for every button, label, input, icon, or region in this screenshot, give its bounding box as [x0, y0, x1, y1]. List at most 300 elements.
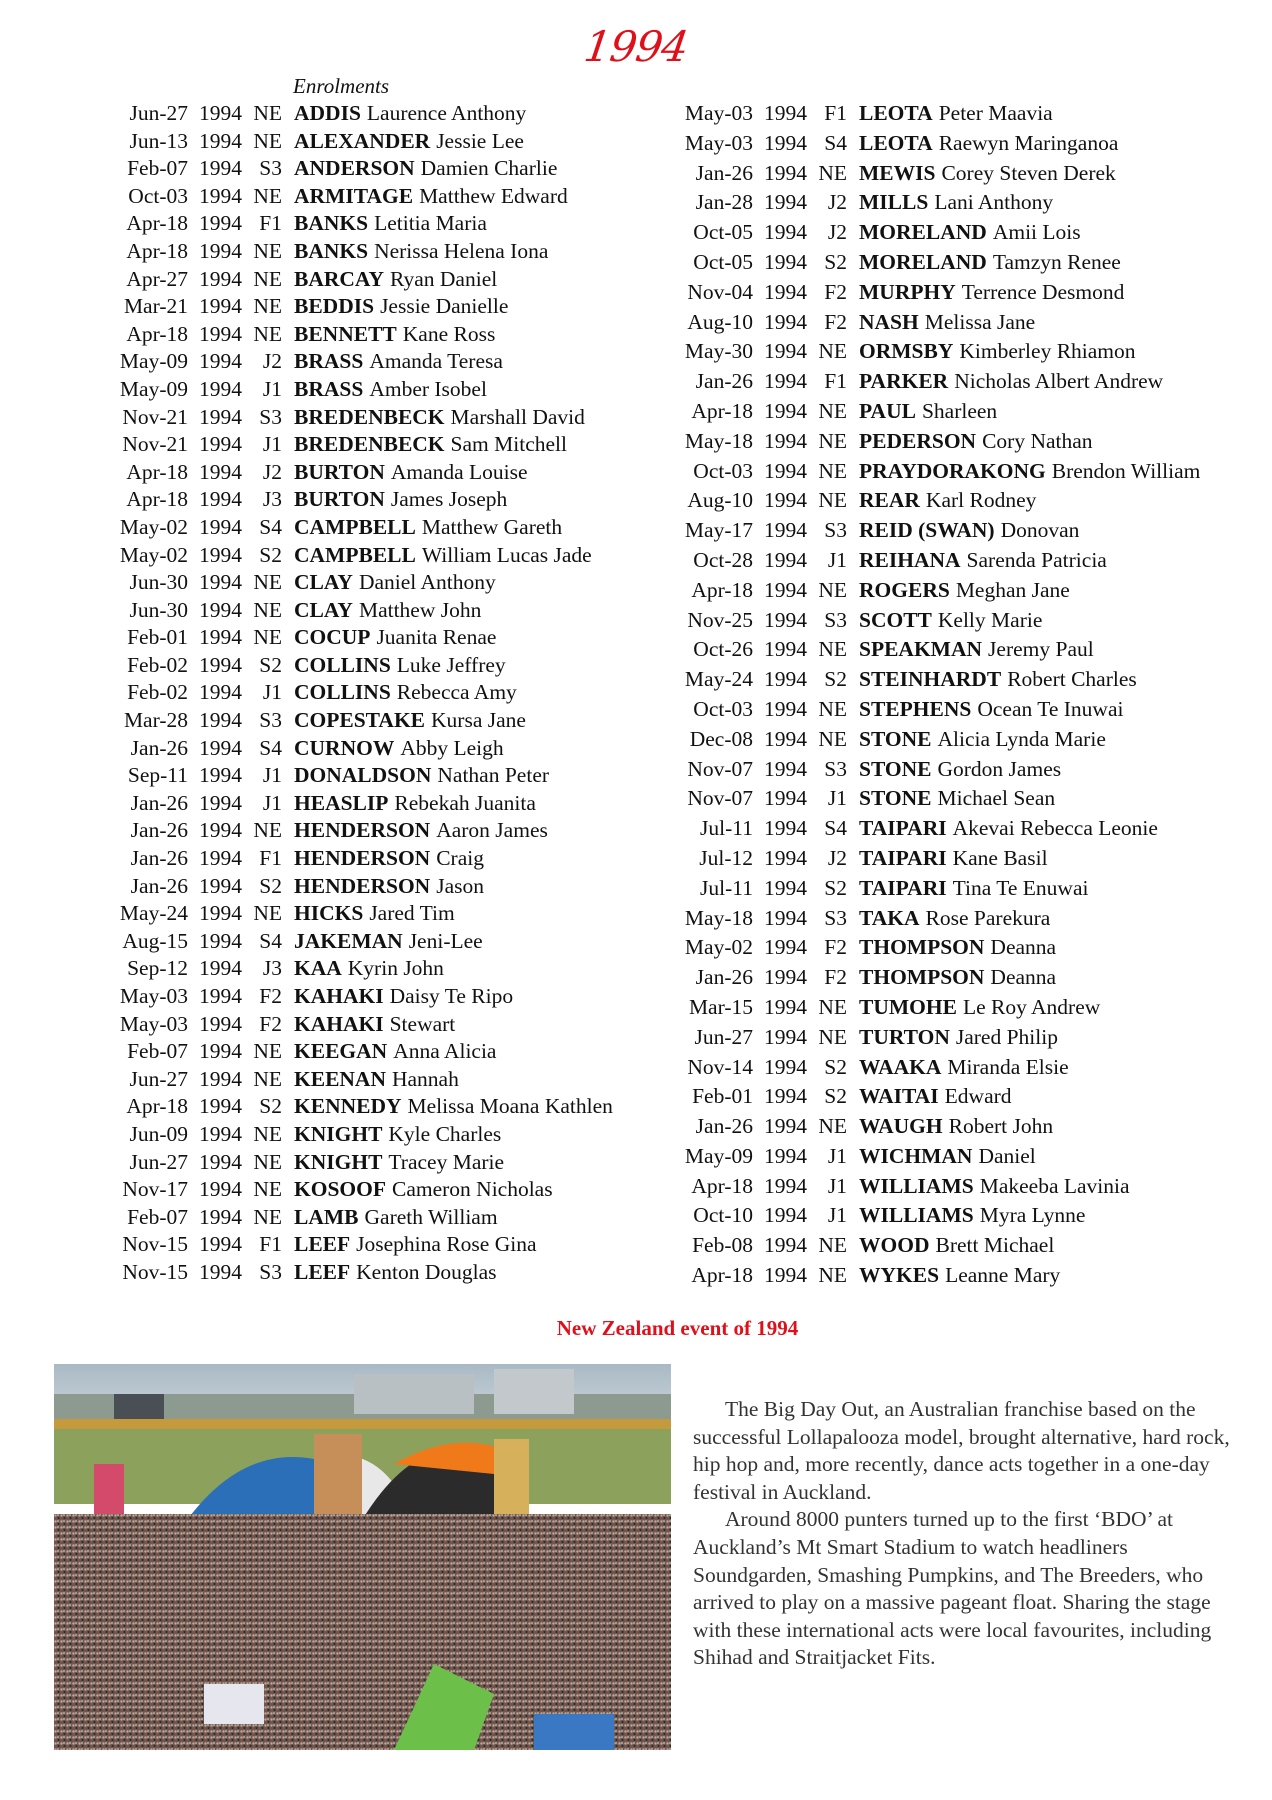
- enrolment-surname: HENDERSON: [294, 873, 431, 898]
- enrolment-given-names: Gareth William: [364, 1204, 498, 1229]
- enrolment-date: Apr-18: [691, 577, 753, 602]
- enrolment-row: [665, 1261, 1200, 1291]
- enrolment-date: Oct-03: [693, 696, 753, 721]
- enrolment-surname: LEEF: [294, 1259, 351, 1284]
- enrolment-row: [665, 844, 1200, 874]
- enrolment-given-names: Karl Rodney: [925, 488, 1037, 513]
- enrolment-surname: KEEGAN: [294, 1039, 388, 1064]
- enrolment-given-names: Jessie Danielle: [380, 294, 509, 319]
- enrolments-right-column: [665, 99, 1200, 1291]
- enrolment-date: Mar-28: [123, 708, 188, 733]
- enrolment-row: [100, 735, 613, 763]
- enrolment-class: NE: [253, 1066, 282, 1091]
- enrolment-class: F1: [259, 846, 282, 871]
- enrolment-year: 1994: [199, 1066, 242, 1091]
- enrolment-given-names: Amii Lois: [992, 220, 1081, 245]
- enrolment-date: Jan-28: [695, 190, 753, 215]
- enrolment-row: [100, 928, 613, 956]
- enrolment-date: May-09: [119, 349, 188, 374]
- enrolment-date: Feb-02: [127, 652, 188, 677]
- enrolment-date: Apr-18: [691, 398, 753, 423]
- enrolment-surname: TAIPARI: [859, 875, 947, 900]
- enrolment-given-names: Stewart: [389, 1011, 456, 1036]
- enrolment-given-names: Kimberley Rhiamon: [959, 339, 1136, 364]
- enrolment-date: Apr-18: [126, 487, 188, 512]
- enrolment-given-names: Rose Parekura: [925, 905, 1051, 930]
- enrolment-row: [100, 459, 613, 487]
- enrolment-surname: SCOTT: [859, 607, 932, 632]
- enrolment-row: [665, 1172, 1200, 1202]
- enrolment-date: May-02: [684, 935, 753, 960]
- enrolment-class: NE: [253, 1149, 282, 1174]
- enrolment-date: Sep-12: [127, 956, 188, 981]
- enrolment-year: 1994: [199, 542, 242, 567]
- enrolment-surname: HENDERSON: [294, 818, 431, 843]
- enrolment-year: 1994: [764, 845, 807, 870]
- enrolment-class: J2: [827, 190, 847, 215]
- enrolment-class: S2: [824, 875, 847, 900]
- enrolment-row: [665, 606, 1200, 636]
- enrolment-class: J2: [262, 459, 282, 484]
- enrolment-class: NE: [818, 339, 847, 364]
- enrolment-date: Mar-21: [123, 294, 188, 319]
- enrolment-date: Apr-18: [126, 321, 188, 346]
- enrolment-class: NE: [818, 428, 847, 453]
- enrolment-given-names: Amber Isobel: [369, 376, 487, 401]
- enrolment-given-names: William Lucas Jade: [421, 542, 592, 567]
- enrolment-given-names: Craig: [436, 846, 484, 871]
- enrolment-class: NE: [253, 266, 282, 291]
- enrolment-row: [100, 155, 613, 183]
- enrolment-surname: KNIGHT: [294, 1121, 383, 1146]
- enrolment-surname: PAUL: [859, 398, 916, 423]
- enrolment-date: May-18: [684, 905, 753, 930]
- enrolment-row: [100, 266, 613, 294]
- enrolment-given-names: Jessie Lee: [436, 128, 524, 153]
- enrolment-row: [100, 900, 613, 928]
- enrolment-given-names: Donovan: [1000, 518, 1080, 543]
- enrolment-date: Apr-18: [126, 1094, 188, 1119]
- enrolment-row: [100, 348, 613, 376]
- enrolment-class: NE: [253, 1204, 282, 1229]
- enrolment-year: 1994: [764, 786, 807, 811]
- enrolment-class: J1: [827, 786, 847, 811]
- enrolment-date: Oct-05: [693, 249, 753, 274]
- enrolment-year: 1994: [764, 190, 807, 215]
- enrolment-class: NE: [253, 128, 282, 153]
- enrolment-year: 1994: [199, 1149, 242, 1174]
- enrolment-year: 1994: [764, 279, 807, 304]
- enrolment-given-names: Abby Leigh: [400, 735, 504, 760]
- enrolment-surname: WICHMAN: [859, 1143, 973, 1168]
- enrolment-row: [100, 652, 613, 680]
- enrolment-class: F2: [824, 935, 847, 960]
- enrolment-row: [100, 1259, 613, 1287]
- enrolment-given-names: Kenton Douglas: [356, 1259, 497, 1284]
- event-paragraph: Around 8000 punters turned up to the first ‘BDO’ at Auckland’s Mt Smart Stadium to watch headliners Soundgarden, Smashing Pumpkins, and The Breeders, who arrived to play on a massive pageant float. Sharing the stage with these international acts were local favourites, including Shihad and Straitjacket Fits.: [693, 1507, 1212, 1670]
- enrolment-row: [665, 695, 1200, 725]
- enrolment-date: Nov-17: [122, 1177, 188, 1202]
- enrolment-surname: JAKEMAN: [294, 928, 403, 953]
- enrolment-date: Jan-26: [695, 1114, 753, 1139]
- enrolment-class: J1: [827, 1143, 847, 1168]
- enrolment-given-names: Amanda Louise: [390, 459, 528, 484]
- enrolment-class: NE: [818, 1024, 847, 1049]
- enrolment-year: 1994: [764, 756, 807, 781]
- enrolment-date: Oct-05: [693, 220, 753, 245]
- enrolment-class: NE: [818, 577, 847, 602]
- enrolment-class: S2: [824, 1084, 847, 1109]
- enrolment-row: [665, 1023, 1200, 1053]
- festival-crowd-image: [54, 1364, 671, 1750]
- enrolment-row: [100, 183, 613, 211]
- enrolment-class: F1: [259, 211, 282, 236]
- enrolment-year: 1994: [764, 1084, 807, 1109]
- enrolment-year: 1994: [199, 349, 242, 374]
- enrolment-row: [100, 762, 613, 790]
- enrolment-date: Feb-07: [127, 1039, 188, 1064]
- enrolment-class: NE: [253, 818, 282, 843]
- enrolment-date: Jan-26: [130, 818, 188, 843]
- enrolment-date: Jun-27: [694, 1024, 753, 1049]
- enrolment-row: [100, 597, 613, 625]
- enrolment-row: [665, 1053, 1200, 1083]
- enrolment-surname: PRAYDORAKONG: [859, 458, 1046, 483]
- enrolment-date: Apr-18: [691, 1263, 753, 1288]
- enrolment-given-names: Makeeba Lavinia: [979, 1173, 1130, 1198]
- enrolment-year: 1994: [764, 339, 807, 364]
- enrolment-surname: TUMOHE: [859, 994, 957, 1019]
- enrolment-given-names: Miranda Elsie: [947, 1054, 1069, 1079]
- enrolment-given-names: Ryan Daniel: [390, 266, 498, 291]
- enrolment-class: J1: [262, 432, 282, 457]
- enrolment-surname: SPEAKMAN: [859, 637, 983, 662]
- enrolment-row: [100, 1038, 613, 1066]
- enrolment-year: 1994: [764, 696, 807, 721]
- enrolment-year: 1994: [199, 818, 242, 843]
- enrolment-row: [100, 376, 613, 404]
- enrolment-date: May-03: [684, 130, 753, 155]
- enrolment-row: [100, 128, 613, 156]
- enrolment-year: 1994: [199, 514, 242, 539]
- enrolment-date: Oct-26: [693, 637, 753, 662]
- enrolment-class: J3: [262, 487, 282, 512]
- enrolment-surname: KAA: [294, 956, 342, 981]
- enrolment-class: J2: [827, 220, 847, 245]
- enrolment-surname: WYKES: [859, 1263, 940, 1288]
- enrolment-row: [665, 159, 1200, 189]
- enrolment-given-names: Tina Te Enuwai: [952, 875, 1089, 900]
- enrolment-given-names: Daisy Te Ripo: [389, 984, 514, 1008]
- enrolment-year: 1994: [199, 1204, 242, 1229]
- enrolment-row: [665, 516, 1200, 546]
- enrolment-given-names: Jeni-Lee: [408, 928, 483, 953]
- enrolment-given-names: Peter Maavia: [938, 101, 1053, 125]
- enrolment-class: S2: [824, 249, 847, 274]
- enrolment-given-names: Sharleen: [921, 398, 998, 423]
- enrolment-given-names: Kelly Marie: [937, 607, 1043, 632]
- enrolment-date: Dec-08: [689, 726, 753, 751]
- enrolment-surname: KAHAKI: [294, 984, 384, 1008]
- enrolment-year: 1994: [764, 935, 807, 960]
- enrolment-class: S2: [824, 667, 847, 692]
- enrolment-given-names: Matthew John: [358, 597, 482, 622]
- enrolment-row: [665, 188, 1200, 218]
- enrolment-class: S3: [259, 404, 282, 429]
- enrolment-given-names: Ocean Te Inuwai: [977, 696, 1124, 721]
- enrolment-surname: CLAY: [294, 570, 353, 595]
- enrolment-surname: REID (SWAN): [859, 518, 995, 543]
- enrolment-year: 1994: [764, 577, 807, 602]
- enrolment-surname: BRASS: [294, 376, 364, 401]
- enrolment-row: [665, 129, 1200, 159]
- enrolment-class: J1: [827, 1203, 847, 1228]
- enrolment-row: [100, 624, 613, 652]
- enrolment-year: 1994: [199, 597, 242, 622]
- enrolment-given-names: Kyrin John: [347, 956, 444, 981]
- enrolment-surname: BURTON: [294, 459, 385, 484]
- enrolment-given-names: Leanne Mary: [945, 1263, 1061, 1288]
- enrolment-surname: THOMPSON: [859, 965, 985, 990]
- enrolment-class: NE: [253, 1121, 282, 1146]
- enrolment-year: 1994: [199, 956, 242, 981]
- enrolment-given-names: Sarenda Patricia: [966, 547, 1107, 572]
- enrolment-class: J3: [262, 956, 282, 981]
- enrolment-class: NE: [818, 398, 847, 423]
- enrolment-year: 1994: [764, 428, 807, 453]
- enrolment-given-names: Le Roy Andrew: [962, 994, 1101, 1019]
- enrolment-date: May-17: [684, 518, 753, 543]
- enrolment-row: [665, 397, 1200, 427]
- enrolment-row: [100, 1149, 613, 1177]
- enrolment-date: May-09: [119, 376, 188, 401]
- enrolment-given-names: Robert Charles: [1007, 667, 1137, 692]
- enrolment-class: NE: [818, 994, 847, 1019]
- enrolment-year: 1994: [764, 994, 807, 1019]
- enrolment-given-names: Alicia Lynda Marie: [937, 726, 1106, 751]
- enrolment-row: [100, 1093, 613, 1121]
- enrolment-row: [100, 210, 613, 238]
- enrolment-class: S3: [259, 1259, 282, 1284]
- enrolment-row: [665, 814, 1200, 844]
- enrolment-surname: WOOD: [859, 1233, 930, 1258]
- enrolment-row: [665, 99, 1200, 129]
- enrolment-row: [665, 904, 1200, 934]
- enrolment-date: Apr-18: [691, 1173, 753, 1198]
- enrolment-surname: BARCAY: [294, 266, 384, 291]
- enrolment-class: NE: [253, 597, 282, 622]
- enrolment-surname: WAUGH: [859, 1114, 943, 1139]
- enrolment-date: Nov-04: [687, 279, 753, 304]
- enrolment-date: Jun-27: [129, 1149, 188, 1174]
- enrolment-row: [100, 238, 613, 266]
- enrolment-row: [665, 337, 1200, 367]
- enrolment-row: [100, 845, 613, 873]
- enrolment-year: 1994: [764, 875, 807, 900]
- enrolment-date: Nov-15: [122, 1232, 188, 1257]
- enrolment-row: [665, 635, 1200, 665]
- enrolment-surname: REIHANA: [859, 547, 961, 572]
- enrolment-year: 1994: [199, 1121, 242, 1146]
- enrolment-date: Aug-15: [122, 928, 188, 953]
- enrolment-surname: KAHAKI: [294, 1011, 384, 1036]
- enrolment-date: Feb-08: [692, 1233, 753, 1258]
- enrolment-surname: CURNOW: [294, 735, 395, 760]
- enrolment-row: [665, 367, 1200, 397]
- enrolment-class: J1: [262, 376, 282, 401]
- enrolment-surname: PARKER: [859, 369, 949, 394]
- enrolment-surname: MEWIS: [859, 160, 936, 185]
- enrolment-class: J1: [262, 680, 282, 705]
- enrolment-year: 1994: [199, 570, 242, 595]
- enrolment-surname: BEDDIS: [294, 294, 375, 319]
- enrolment-date: Jul-11: [700, 816, 753, 841]
- enrolment-row: [665, 457, 1200, 487]
- enrolment-date: Jun-27: [129, 101, 188, 125]
- enrolment-row: [100, 1011, 613, 1039]
- enrolment-date: May-24: [119, 901, 188, 926]
- enrolment-surname: ARMITAGE: [294, 183, 414, 208]
- enrolment-row: [100, 790, 613, 818]
- enrolment-surname: COLLINS: [294, 652, 391, 677]
- enrolment-class: NE: [253, 570, 282, 595]
- enrolment-row: [665, 1201, 1200, 1231]
- enrolment-surname: MORELAND: [859, 220, 987, 245]
- enrolment-year: 1994: [199, 735, 242, 760]
- enrolment-given-names: Kane Ross: [402, 321, 496, 346]
- enrolment-date: Jun-30: [129, 570, 188, 595]
- enrolment-date: Oct-28: [693, 547, 753, 572]
- enrolment-class: NE: [253, 238, 282, 263]
- enrolment-given-names: Cory Nathan: [982, 428, 1093, 453]
- enrolment-row: [100, 293, 613, 321]
- enrolment-class: S3: [259, 708, 282, 733]
- enrolment-given-names: Melissa Moana Kathlen: [407, 1094, 613, 1119]
- enrolment-date: Apr-27: [126, 266, 188, 291]
- enrolment-year: 1994: [764, 369, 807, 394]
- enrolment-date: Nov-25: [687, 607, 753, 632]
- enrolment-given-names: Akevai Rebecca Leonie: [952, 816, 1158, 841]
- enrolment-surname: COPESTAKE: [294, 708, 426, 733]
- enrolment-year: 1994: [764, 488, 807, 513]
- enrolment-given-names: Edward: [944, 1084, 1012, 1109]
- enrolment-date: Feb-01: [127, 625, 188, 650]
- enrolment-date: May-02: [119, 514, 188, 539]
- enrolment-year: 1994: [199, 901, 242, 926]
- enrolment-class: F1: [824, 101, 847, 125]
- enrolment-year: 1994: [199, 708, 242, 733]
- enrolment-row: [100, 1176, 613, 1204]
- enrolment-date: Feb-07: [127, 1204, 188, 1229]
- enrolment-row: [665, 725, 1200, 755]
- enrolment-row: [100, 321, 613, 349]
- enrolment-date: Apr-18: [126, 459, 188, 484]
- enrolment-row: [100, 542, 613, 570]
- enrolment-year: 1994: [764, 905, 807, 930]
- enrolment-surname: MILLS: [859, 190, 929, 215]
- enrolment-given-names: Brendon William: [1051, 458, 1201, 483]
- enrolment-given-names: Luke Jeffrey: [396, 652, 506, 677]
- enrolment-given-names: Brett Michael: [935, 1233, 1055, 1258]
- enrolment-row: [665, 1112, 1200, 1142]
- enrolment-date: Feb-02: [127, 680, 188, 705]
- enrolment-year: 1994: [764, 101, 807, 125]
- enrolment-class: NE: [818, 1263, 847, 1288]
- enrolment-surname: HEASLIP: [294, 790, 389, 815]
- enrolment-year: 1994: [199, 1177, 242, 1202]
- enrolment-surname: BANKS: [294, 211, 369, 236]
- enrolment-date: Jan-26: [695, 160, 753, 185]
- enrolment-year: 1994: [764, 667, 807, 692]
- enrolment-year: 1994: [764, 637, 807, 662]
- enrolment-surname: ALEXANDER: [294, 128, 431, 153]
- enrolment-given-names: Deanna: [990, 935, 1057, 960]
- enrolment-year: 1994: [764, 309, 807, 334]
- enrolment-row: [100, 569, 613, 597]
- enrolment-row: [100, 431, 613, 459]
- enrolment-year: 1994: [764, 1054, 807, 1079]
- enrolment-row: [665, 427, 1200, 457]
- enrolment-surname: LAMB: [294, 1204, 359, 1229]
- enrolment-row: [100, 486, 613, 514]
- enrolment-row: [665, 755, 1200, 785]
- enrolment-surname: TAIPARI: [859, 816, 947, 841]
- enrolment-date: Nov-21: [122, 404, 188, 429]
- enrolment-class: NE: [253, 101, 282, 125]
- enrolment-date: Sep-11: [127, 763, 188, 788]
- enrolment-surname: WILLIAMS: [859, 1173, 974, 1198]
- enrolment-row: [100, 1204, 613, 1232]
- enrolment-year: 1994: [199, 1232, 242, 1257]
- enrolment-surname: DONALDSON: [294, 763, 432, 788]
- enrolment-date: Jul-11: [700, 875, 753, 900]
- enrolment-year: 1994: [199, 652, 242, 677]
- enrolment-class: F2: [259, 984, 282, 1008]
- enrolment-surname: NASH: [859, 309, 919, 334]
- enrolment-class: S3: [824, 756, 847, 781]
- enrolment-surname: COLLINS: [294, 680, 391, 705]
- enrolment-given-names: Marshall David: [450, 404, 585, 429]
- enrolment-surname: STEINHARDT: [859, 667, 1002, 692]
- enrolment-row: [665, 486, 1200, 516]
- enrolment-year: 1994: [764, 1024, 807, 1049]
- enrolment-year: 1994: [199, 763, 242, 788]
- enrolment-row: [100, 1231, 613, 1259]
- enrolment-surname: KENNEDY: [294, 1094, 402, 1119]
- enrolment-date: Jun-13: [129, 128, 188, 153]
- enrolment-class: NE: [253, 321, 282, 346]
- enrolment-class: S4: [259, 514, 282, 539]
- enrolment-year: 1994: [199, 1039, 242, 1064]
- enrolment-given-names: Kursa Jane: [431, 708, 526, 733]
- enrolment-given-names: Aaron James: [436, 818, 548, 843]
- enrolment-date: Nov-21: [122, 432, 188, 457]
- enrolment-given-names: Tracey Marie: [388, 1149, 505, 1174]
- enrolment-date: Nov-14: [687, 1054, 753, 1079]
- enrolment-date: Nov-07: [687, 756, 753, 781]
- enrolment-date: May-02: [119, 542, 188, 567]
- enrolment-class: NE: [818, 726, 847, 751]
- enrolment-year: 1994: [764, 726, 807, 751]
- festival-photo: [54, 1364, 671, 1750]
- enrolment-year: 1994: [199, 404, 242, 429]
- enrolment-row: [100, 817, 613, 845]
- enrolment-surname: KOSOOF: [294, 1177, 386, 1202]
- enrolment-class: S2: [259, 652, 282, 677]
- enrolment-date: Jan-26: [130, 735, 188, 760]
- enrolment-date: May-18: [684, 428, 753, 453]
- enrolments-label: Enrolments: [293, 74, 390, 98]
